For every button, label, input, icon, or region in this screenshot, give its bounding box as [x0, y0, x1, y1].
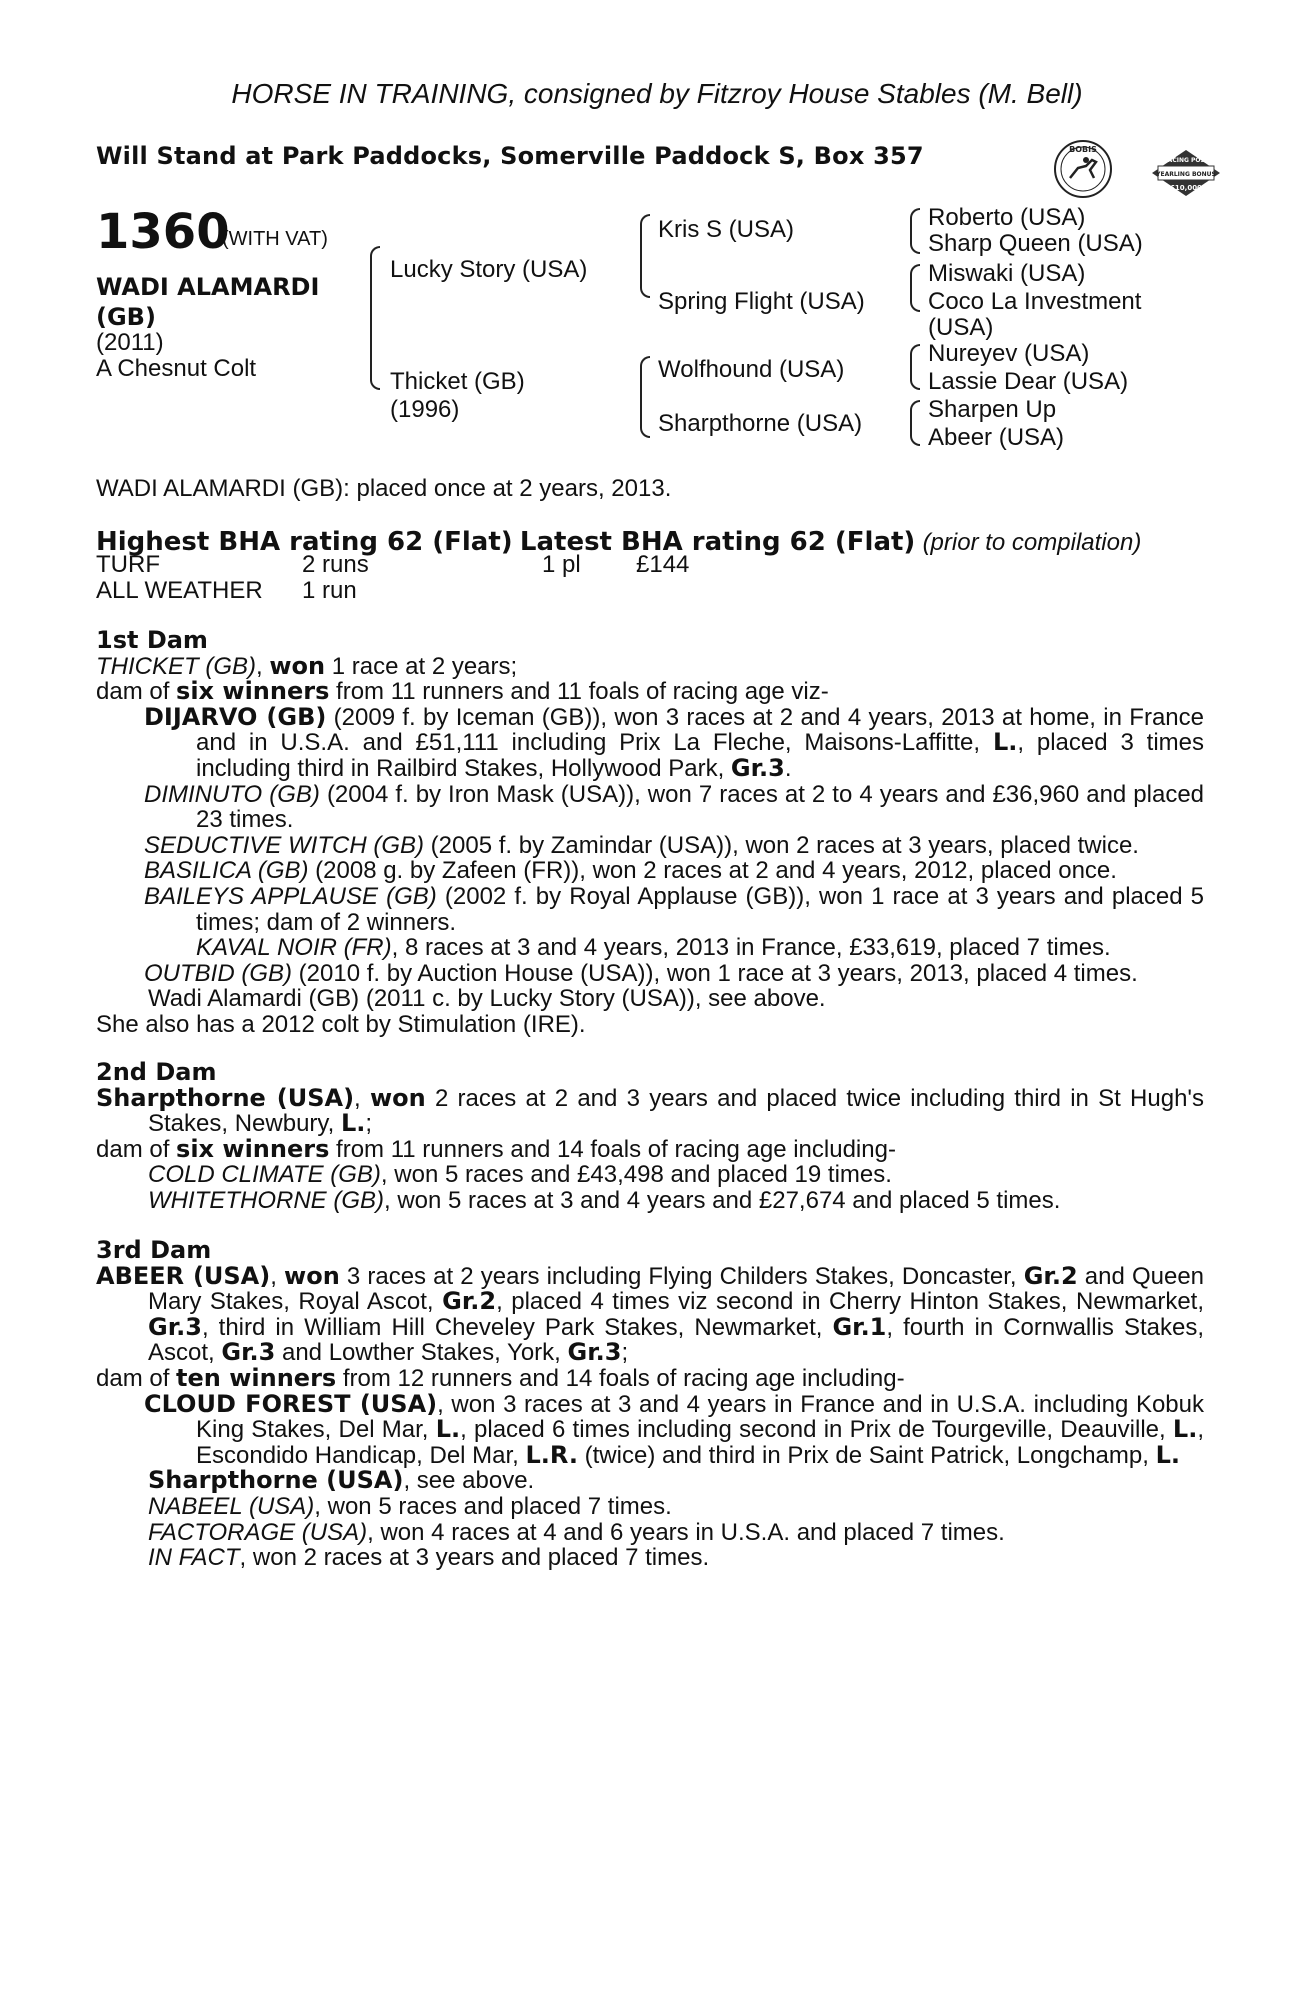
- first-dam-heading: 1st Dam: [96, 626, 208, 654]
- produce-name: DIJARVO (GB): [144, 702, 327, 731]
- produce-text: , won 4 races at 4 and 6 years in U.S.A. and placed 7 times.: [367, 1518, 1005, 1546]
- second-dam-winners: six winners: [176, 1134, 330, 1163]
- third-dam-won: won: [284, 1261, 340, 1290]
- produce-name: BASILICA (GB): [144, 857, 309, 885]
- third-dam-record-text: and Queen Mary Stakes, Royal Ascot,: [148, 1262, 1205, 1316]
- all-weather-label: ALL WEATHER: [96, 577, 263, 604]
- group-marker: Gr.3: [730, 753, 785, 782]
- produce-name: KAVAL NOIR (FR): [196, 934, 392, 962]
- third-dam-produce-text: from 12 runners and 14 foals of racing age including-: [342, 1364, 905, 1392]
- bobis-logo: [1052, 138, 1114, 200]
- horse-name: [96, 272, 346, 332]
- produce-text: , won 5 races at 3 and 4 years and £27,674 and placed 5 times.: [383, 1186, 1061, 1214]
- second-dam-heading: 2nd Dam: [96, 1058, 217, 1086]
- pedigree-dam: Thicket (GB): [390, 368, 525, 395]
- third-dam-name: ABEER (USA): [96, 1261, 271, 1290]
- second-dam-won: won: [369, 1083, 426, 1112]
- produce-name: WHITETHORNE (GB): [148, 1186, 384, 1214]
- produce-baileys-applause: [96, 884, 1204, 935]
- produce-text: , see above.: [403, 1467, 535, 1495]
- bha-rating-line: [96, 526, 1141, 557]
- produce-name: SEDUCTIVE WITCH (GB): [144, 831, 424, 859]
- produce-name: COLD CLIMATE (GB): [148, 1161, 381, 1189]
- pedigree-g3-2: Sharp Queen (USA): [928, 230, 1143, 257]
- third-dam-record-text: , third in William Hill Cheveley Park Stakes, Newmarket,: [201, 1313, 823, 1341]
- racing-post-bonus-logo: [1148, 146, 1224, 200]
- turf-runs: 2 runs: [302, 551, 369, 578]
- foaling-year: (2011): [96, 329, 164, 356]
- produce-name: NABEEL (USA): [148, 1492, 315, 1520]
- first-dam-won: won: [269, 651, 326, 680]
- group-marker: Gr.3: [148, 1312, 202, 1341]
- group-marker: Gr.1: [832, 1312, 887, 1341]
- horse-name-line-2: (GB): [96, 303, 156, 331]
- pedigree-g3-5: Nureyev (USA): [928, 340, 1090, 367]
- pedigree-dam-sire: Wolfhound (USA): [658, 356, 845, 383]
- listed-marker: L.: [435, 1415, 461, 1444]
- all-weather-runs: 1 run: [302, 577, 357, 604]
- turf-earnings: £144: [636, 551, 690, 578]
- group-marker: Gr.2: [442, 1287, 497, 1316]
- bobis-logo-text: BOBIS: [1069, 145, 1097, 154]
- pedigree-bracket-g1: [910, 208, 920, 254]
- produce-text: , placed 3 times including third in Railbird Stakes, Hollywood Park,: [196, 729, 1204, 782]
- produce-text: (twice) and third in Prix de Saint Patrick, Longchamp,: [584, 1441, 1149, 1469]
- produce-name: CLOUD FOREST (USA): [144, 1389, 438, 1418]
- race-summary: WADI ALAMARDI (GB): placed once at 2 years, 2013.: [96, 475, 672, 502]
- produce-name: FACTORAGE (USA): [148, 1518, 368, 1546]
- produce-diminuto: [96, 782, 1204, 833]
- highest-rating: Highest BHA rating 62 (Flat): [96, 527, 513, 557]
- lot-number: 1360: [96, 204, 230, 260]
- first-dam-also-has: She also has a 2012 colt by Stimulation (IRE).: [96, 1010, 586, 1038]
- first-dam-record-text: 1 race at 2 years;: [331, 652, 518, 680]
- third-dam-record-text: , placed 4 times viz second in Cherry Hinton Stakes, Newmarket,: [496, 1288, 1205, 1316]
- first-dam-record: THICKET (GB), won 1 race at 2 years;: [96, 651, 518, 680]
- produce-seductive-witch: [96, 833, 1204, 859]
- pedigree-g3-1: Roberto (USA): [928, 204, 1086, 231]
- badge-line-2: YEARLING BONUS: [1156, 171, 1216, 178]
- turf-label: TURF: [96, 551, 160, 578]
- produce-factorage: [96, 1520, 1204, 1546]
- pedigree-bracket-gen1: [370, 246, 380, 390]
- second-dam-produce: [96, 1134, 1204, 1163]
- first-dam-produce-prefix: dam of: [96, 678, 170, 706]
- second-dam-produce-text: from 11 runners and 14 foals of racing age including-: [336, 1135, 896, 1163]
- produce-nabeel: [96, 1494, 1204, 1520]
- produce-basilica: [96, 858, 1204, 884]
- pedigree-bracket-g2: [910, 264, 920, 312]
- produce-whitethorne: [96, 1188, 1204, 1214]
- produce-cold-climate: [96, 1162, 1204, 1188]
- produce-wadi-alamardi: Wadi Alamardi (GB) (2011 c. by Lucky Story (USA)), see above.: [148, 985, 826, 1013]
- page-heading: HORSE IN TRAINING, consigned by Fitzroy House Stables (M. Bell): [231, 78, 1083, 109]
- second-dam-section: [96, 1060, 1204, 1214]
- pedigree-bracket-g4: [910, 400, 920, 446]
- latest-rating: Latest BHA rating 62 (Flat): [519, 527, 916, 557]
- third-dam-heading: 3rd Dam: [96, 1236, 212, 1264]
- pedigree-g3-4: Coco La Investment: [928, 288, 1142, 315]
- third-dam-produce-prefix: dam of: [96, 1364, 170, 1392]
- third-dam-produce: [96, 1363, 1204, 1392]
- produce-text: , Escondido Handicap, Del Mar,: [196, 1416, 1204, 1469]
- produce-text: , won 3 races at 3 and 4 years in France and in U.S.A. including Kobuk King Stakes, Del Mar,: [196, 1390, 1204, 1444]
- produce-text: (2009 f. by Iceman (GB)), won 3 races at 2 and 4 years, 2013 at home, in France and in U.S.A. and £51,111 including Prix La Fleche, Maisons-Laffitte,: [196, 703, 1204, 757]
- horse-description: A Chesnut Colt: [96, 355, 257, 382]
- pedigree-bracket-dam: [640, 356, 650, 438]
- pedigree-g3-8: Abeer (USA): [928, 424, 1065, 451]
- horse-name-line-1: WADI ALAMARDI: [96, 273, 320, 301]
- produce-name: Sharpthorne (USA): [148, 1466, 404, 1495]
- produce-text: , placed 6 times including second in Prix de Tourgeville, Deauville,: [460, 1416, 1166, 1444]
- pedigree-g3-7: Sharpen Up: [928, 396, 1057, 423]
- turf-placings: 1 pl: [542, 551, 581, 578]
- lot-vat-note: (WITH VAT): [222, 228, 328, 250]
- produce-in-fact: [96, 1545, 1204, 1571]
- third-dam-record: ABEER (USA), won 3 races at 2 years including Flying Childers Stakes, Doncaster, Gr.2 and Queen Mary Stakes, Royal Ascot, Gr.2, placed 4 times viz second in Cherry Hinton Stakes, Newmarket, Gr.3, third in William Hill Cheveley Park Stakes, Newmarket, Gr.1, fourth in Cornwallis Stakes, Ascot, Gr.3 and Lowther Stakes, York, Gr.3;: [96, 1261, 1205, 1367]
- pedigree-dam-dam: Sharpthorne (USA): [658, 410, 863, 437]
- second-dam-name: Sharpthorne (USA): [96, 1083, 355, 1112]
- pedigree-bracket-sire: [640, 214, 650, 298]
- pedigree-g3-6: Lassie Dear (USA): [928, 368, 1129, 395]
- listed-race-marker: L.R.: [525, 1440, 578, 1469]
- produce-text: , won 5 races and placed 7 times.: [314, 1492, 672, 1520]
- produce-name: BAILEYS APPLAUSE (GB): [144, 882, 437, 910]
- produce-text: , won 2 races at 3 years and placed 7 times.: [239, 1544, 710, 1572]
- first-dam-winners: six winners: [176, 677, 330, 706]
- second-dam-record: Sharpthorne (USA), won 2 races at 2 and 3 years and placed twice including third in St Hugh's Stakes, Newbury, L.;: [96, 1083, 1205, 1138]
- listed-marker: L.: [992, 728, 1018, 757]
- pedigree-bracket-g3: [910, 344, 920, 390]
- third-dam-winners: ten winners: [176, 1363, 337, 1392]
- pedigree-g3-3: Miswaki (USA): [928, 260, 1086, 287]
- produce-outbid: [96, 961, 1204, 987]
- first-dam-section: [96, 628, 1204, 1038]
- stand-location: Will Stand at Park Paddocks, Somerville Paddock S, Box 357: [96, 142, 924, 170]
- pedigree-sire: Lucky Story (USA): [390, 256, 588, 283]
- produce-sharpthorne: [96, 1468, 1204, 1494]
- group-marker: Gr.3: [567, 1338, 622, 1367]
- first-dam-produce-text: from 11 runners and 11 foals of racing age viz-: [336, 678, 829, 706]
- pedigree-g3-4-country: (USA): [928, 314, 994, 341]
- pedigree-sire-sire: Kris S (USA): [658, 216, 795, 243]
- produce-text: , won 5 races and £43,498 and placed 19 times.: [380, 1161, 892, 1189]
- bobis-seal-icon: [1052, 138, 1114, 200]
- third-dam-record-text: 3 races at 2 years including Flying Childers Stakes, Doncaster,: [346, 1262, 1017, 1290]
- produce-dijarvo: DIJARVO (GB) (2009 f. by Iceman (GB)), won 3 races at 2 and 4 years, 2013 at home, in France and in U.S.A. and £51,111 including Prix La Fleche, Maisons-Laffitte, L., placed 3 times including third in Railbird Stakes, Hollywood Park, Gr.3.: [144, 702, 1204, 782]
- pedigree-dam-year: (1996): [390, 396, 460, 423]
- produce-text: (2008 g. by Zafeen (FR)), won 2 races at 2 and 4 years, 2012, placed once.: [315, 857, 1117, 885]
- produce-cloud-forest: [96, 1389, 1204, 1469]
- third-dam-section: [96, 1238, 1204, 1571]
- produce-text: (2004 f. by Iron Mask (USA)), won 7 races at 2 to 4 years and £36,960 and placed 23 times.: [196, 780, 1205, 834]
- first-dam-produce: [96, 679, 1204, 705]
- third-dam-record-text: and Lowther Stakes, York,: [281, 1339, 561, 1367]
- produce-name: IN FACT: [148, 1544, 240, 1572]
- produce-text: (2010 f. by Auction House (USA)), won 1 race at 3 years, 2013, placed 4 times.: [298, 959, 1138, 987]
- badge-line-3: £10,000: [1170, 184, 1202, 192]
- badge-line-1: RACING POST: [1163, 157, 1209, 164]
- produce-name: DIMINUTO (GB): [144, 780, 320, 808]
- listed-marker: L.: [340, 1109, 366, 1138]
- group-marker: Gr.3: [221, 1338, 276, 1367]
- produce-kaval-noir: [96, 935, 1204, 961]
- produce-text: (2002 f. by Royal Applause (GB)), won 1 race at 3 years and placed 5 times; dam of 2 winners.: [196, 882, 1205, 936]
- yearling-bonus-badge-icon: [1148, 146, 1224, 200]
- group-marker: Gr.2: [1023, 1261, 1078, 1290]
- pedigree-sire-dam: Spring Flight (USA): [658, 288, 865, 315]
- produce-text: , 8 races at 3 and 4 years, 2013 in France, £33,619, placed 7 times.: [391, 934, 1111, 962]
- third-dam-record-text: , fourth in Cornwallis Stakes, Ascot,: [148, 1313, 1205, 1367]
- listed-marker: L.: [1155, 1440, 1180, 1469]
- rating-note: (prior to compilation): [922, 529, 1142, 556]
- produce-text: (2005 f. by Zamindar (USA)), won 2 races at 3 years, placed twice.: [430, 831, 1139, 859]
- first-dam-name: THICKET (GB): [96, 652, 256, 680]
- second-dam-record-text: 2 races at 2 and 3 years and placed twice including third in St Hugh's Stakes, Newbury,: [148, 1084, 1205, 1138]
- second-dam-produce-prefix: dam of: [96, 1135, 170, 1163]
- listed-marker: L.: [1172, 1415, 1198, 1444]
- produce-name: OUTBID (GB): [144, 959, 292, 987]
